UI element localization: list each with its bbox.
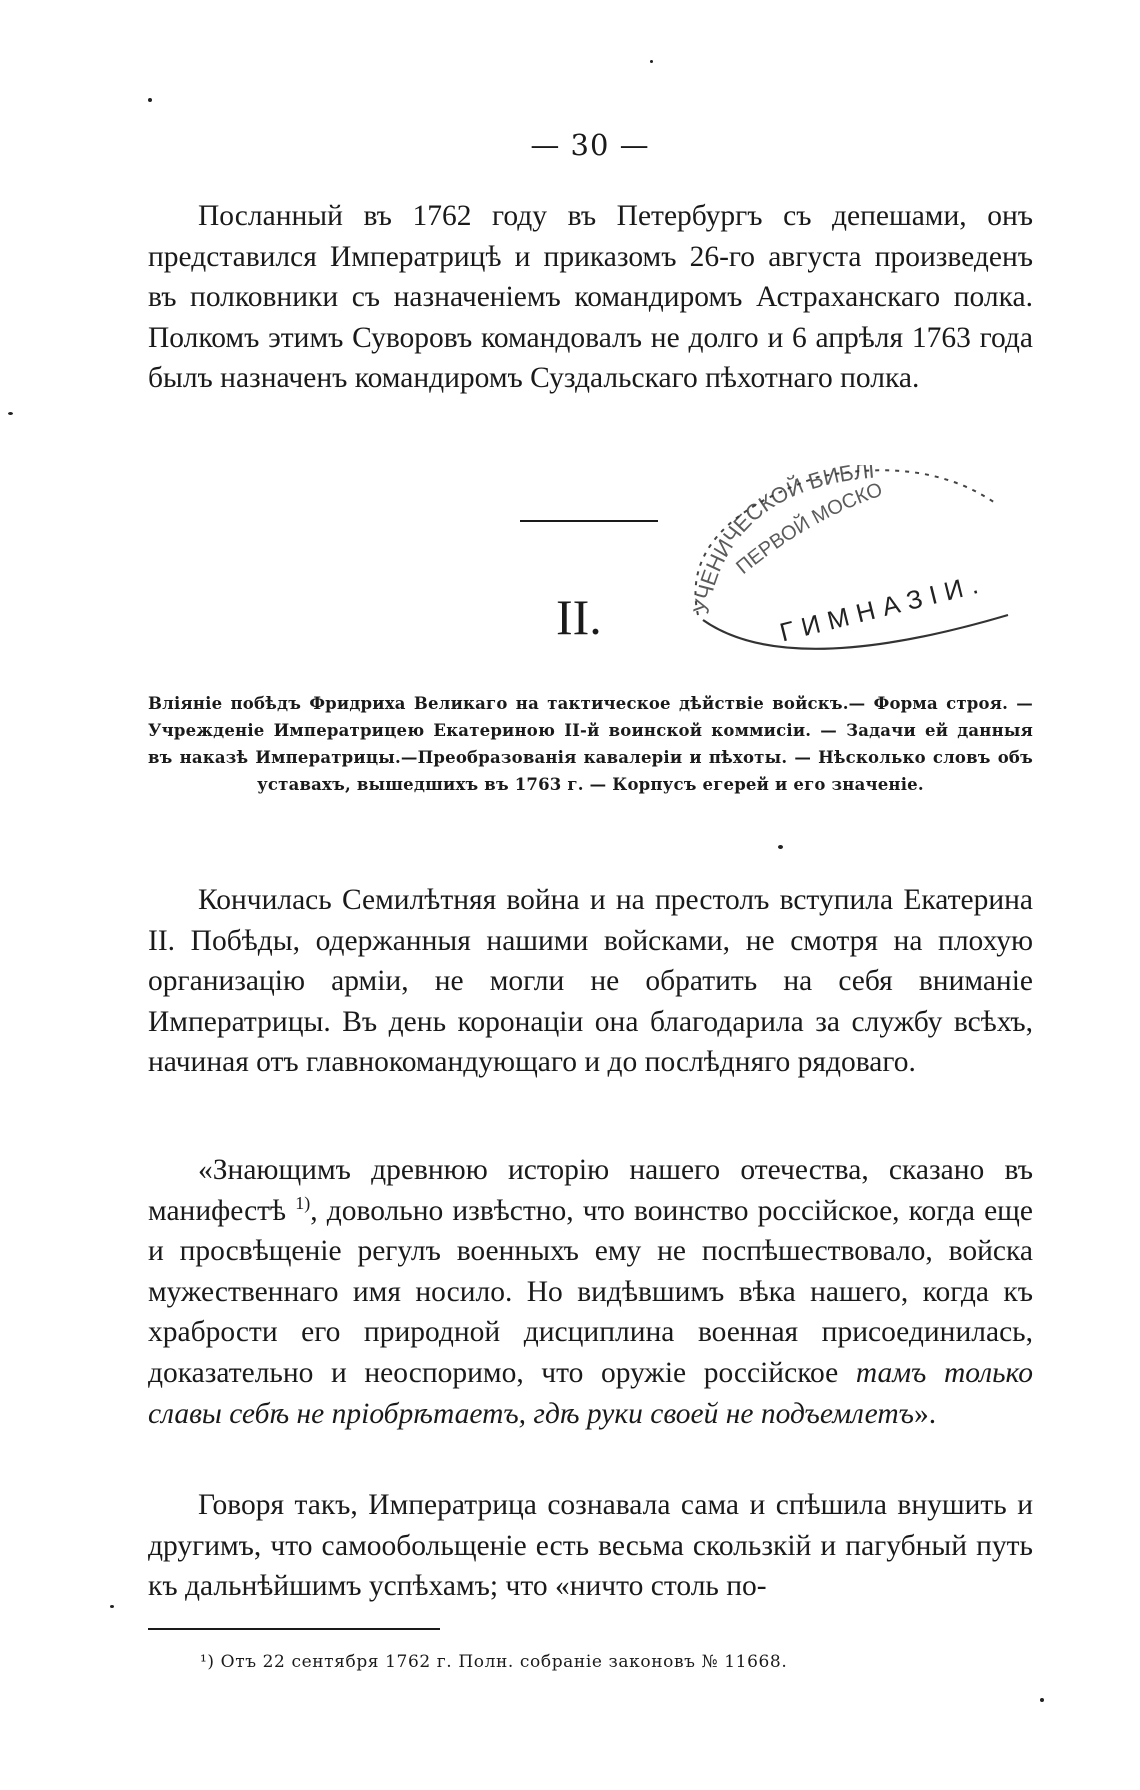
quote-text-start: «Знающимъ древнюю исторію нашего отечества, сказано въ манифестѣ [148, 1154, 1033, 1227]
quote-text-middle: , довольно извѣстно, что воинство россійское, когда еще и просвѣщеніе регулъ военныхъ ему не поспѣшествовало, войска мужественнаго имя носило. Но видѣвшимъ вѣка нашего, когда къ храбрости его природной дисциплина военная присоединилась, доказательно и неоспоримо, что оружіе россійское [148, 1194, 1033, 1389]
stamp-line-1: УЧЕНИЧЕСКОЙ БИБЛІ [688, 465, 876, 616]
quote-italic-text: тамъ только славы себѣ не пріобрѣтаетъ, гдѣ руки своей не подъемлетъ [148, 1356, 1033, 1430]
print-speck [110, 1605, 114, 1608]
paragraph-end-of-war: Кончилась Семилѣтняя война и на престолъ вступила Екатерина II. Побѣды, одержанныя нашими войсками, не смотря на плохую организацію арміи, не могли не обратить на себя вниманіе Императрицы. Въ день коронаціи она благодарила за службу всѣхъ, начиная отъ главнокомандующаго и до послѣдняго рядоваго. [148, 884, 1033, 1079]
footnote: ¹) Отъ 22 сентября 1762 г. Полн. собраніе законовъ № 11668. [200, 1652, 788, 1672]
footnote-divider [148, 1628, 440, 1630]
print-speck [778, 845, 783, 849]
print-speck [650, 60, 653, 63]
chapter-summary: Вліяніе побѣдъ Фридриха Великаго на тактическое дѣйствіе войскъ.— Форма строя. — Учрежденіе Императрицею Екатериною II-й воинской коммисіи. — Задачи ей данныя въ наказѣ Императрицы.—Преобразованія кавалеріи и пѣхоты. — Нѣсколько словъ объ уставахъ, вышедшихъ въ 1763 г. — Корпусъ егерей и его значеніе. [148, 694, 1033, 794]
section-divider [520, 520, 658, 522]
print-speck [1040, 1698, 1044, 1702]
page-number: — 30 — [530, 128, 650, 162]
paragraph-empress-reflection: Говоря такъ, Императрица сознавала сама и спѣшила внушить и другимъ, что самообольщеніе есть весьма скользкій и пагубный путь къ дальнѣйшимъ успѣхамъ; что «ничто столь по- [148, 1489, 1033, 1603]
stamp-line-3: ГИМНАЗІИ. [776, 567, 989, 648]
print-speck [148, 98, 152, 102]
quote-closing: ». [913, 1397, 937, 1430]
footnote-reference: 1) [295, 1192, 311, 1213]
library-stamp [668, 465, 1018, 670]
print-speck [8, 412, 13, 415]
paragraph-manifesto-quote [148, 1150, 1033, 1434]
stamp-line-2: ПЕРВОЙ МОСКО [732, 478, 886, 579]
chapter-number: II. [556, 589, 602, 645]
paragraph-suvorov-appointment: Посланный въ 1762 году въ Петербургъ съ депешами, онъ представился Императрицѣ и приказомъ 26-го августа произведенъ въ полковники съ назначеніемъ командиромъ Астраханскаго полка. Полкомъ этимъ Суворовъ командовалъ не долго и 6 апрѣля 1763 года былъ назначенъ командиромъ Суздальскаго пѣхотнаго полка. [148, 200, 1033, 395]
